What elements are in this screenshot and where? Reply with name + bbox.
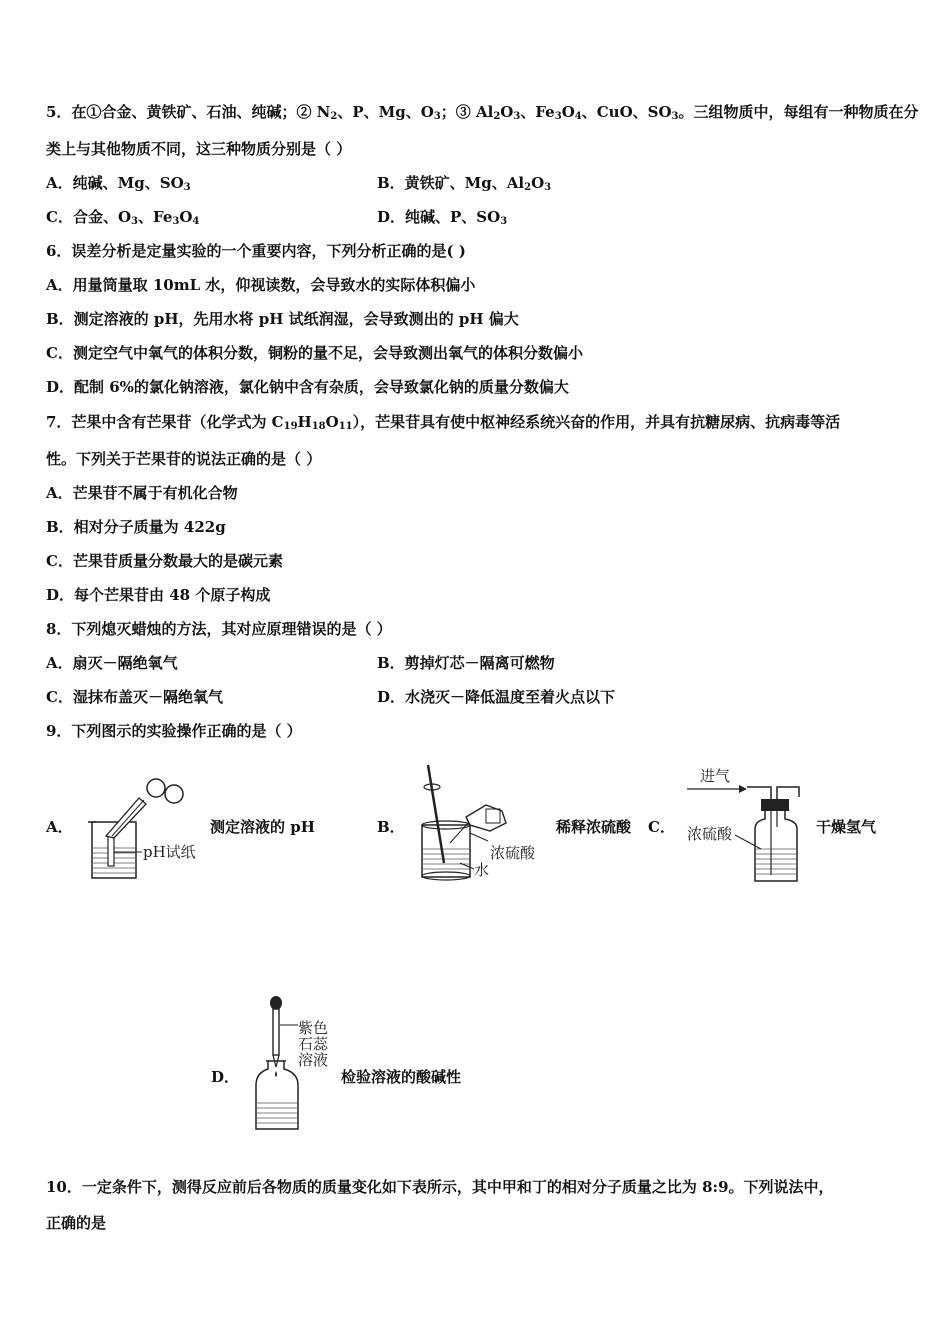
q5-stem-line2: 类上与其他物质不同，这三种物质分别是（ ） xyxy=(46,140,352,158)
dropper-bulb xyxy=(270,996,282,1010)
q8-option-c: C．湿抹布盖灭－隔绝氧气 xyxy=(46,688,223,706)
q6-option-d: D．配制 6%的氯化钠溶液，氯化钠中含有杂质，会导致氯化钠的质量分数偏大 xyxy=(46,378,569,396)
q9-option-d-caption: 检验溶液的酸碱性 xyxy=(341,1068,462,1086)
q8-option-a: A．扇灭－隔绝氧气 xyxy=(46,654,178,672)
stopper xyxy=(761,799,789,811)
q6-stem: 6．误差分析是定量实验的一个重要内容，下列分析正确的是( ) xyxy=(46,242,466,260)
q8-option-b: B．剪掉灯芯－隔离可燃物 xyxy=(377,654,555,672)
q8-stem: 8．下列熄灭蜡烛的方法，其对应原理错误的是（ ） xyxy=(46,620,392,638)
q5-option-d: D．纯碱、P、$SO_3$ xyxy=(377,208,508,227)
q6-option-c: C．测定空气中氧气的体积分数，铜粉的量不足，会导致测出氧气的体积分数偏小 xyxy=(46,344,583,362)
q9-option-a-caption: 测定溶液的 pH xyxy=(210,818,315,836)
q9-stem: 9．下列图示的实验操作正确的是（ ） xyxy=(46,722,302,740)
q8-option-d: D．水浇灭－降低温度至着火点以下 xyxy=(377,688,616,706)
conc-acid-label: 浓硫酸 xyxy=(687,825,733,843)
ph-paper xyxy=(108,836,114,866)
q9-option-c-letter: C． xyxy=(648,818,675,836)
q10-stem-line1: 10．一定条件下，测得反应前后各物质的质量变化如下表所示，其中甲和丁的相对分子质量之比为 8:9。下列说法中， xyxy=(46,1178,834,1196)
acid-label: 浓硫酸 xyxy=(490,844,536,862)
q5-option-a: A．纯碱、Mg、$SO_3$ xyxy=(46,174,191,193)
q9-option-a-letter: A． xyxy=(46,818,73,836)
q5-stem-line1: 5．在①合金、黄铁矿、石油、纯碱；② $N_2$、P、Mg、$O_3$；③ $Al_2O_3$、$Fe_3O_4$、CuO、$SO_3$。三组物质中，每组有一种物质在分 xyxy=(46,103,919,122)
dry-hydrogen-figure xyxy=(685,763,810,887)
q9-option-d-letter: D． xyxy=(211,1068,240,1086)
dropper-tube xyxy=(273,1009,279,1055)
q7-option-b: B．相对分子质量为 422g xyxy=(46,518,226,536)
litmus-label-1: 紫色 xyxy=(298,1019,329,1037)
water-hatch xyxy=(423,849,469,869)
q9-option-b-caption: 稀释浓硫酸 xyxy=(556,818,632,836)
dilute-acid-figure xyxy=(410,763,550,885)
ph-test-figure xyxy=(84,770,209,885)
tongs-handle-1 xyxy=(147,779,165,797)
wash-bottle xyxy=(755,811,797,881)
gas-in-label: 进气 xyxy=(700,767,731,785)
acid-hatch xyxy=(756,849,796,874)
q7-stem-line2: 性。下列关于芒果苷的说法正确的是（ ） xyxy=(46,450,322,468)
q7-option-a: A．芒果苷不属于有机化合物 xyxy=(46,484,238,502)
ph-paper-label: pH试纸 xyxy=(143,843,196,861)
reagent-bottle xyxy=(256,1061,298,1129)
q7-stem-line1: 7．芒果中含有芒果苷（化学式为 $C_{19}H_{18}O_{11}$），芒果苷具有使中枢神经系统兴奋的作用，并具有抗糖尿病、抗病毒等活 xyxy=(46,413,841,432)
water-label: 水 xyxy=(474,861,490,879)
litmus-label-3: 溶液 xyxy=(298,1051,329,1069)
q6-option-a: A．用量筒量取 10mL 水，仰视读数，会导致水的实际体积偏小 xyxy=(46,276,476,294)
solution-hatch xyxy=(257,1103,297,1123)
q5-option-c: C．合金、$O_3$、$Fe_3O_4$ xyxy=(46,208,200,227)
q5-option-b: B．黄铁矿、Mg、$Al_2O_3$ xyxy=(377,174,552,193)
q10-stem-line2: 正确的是 xyxy=(46,1214,107,1232)
litmus-label-2: 石蕊 xyxy=(298,1035,329,1053)
tongs-handle-2 xyxy=(165,785,183,803)
litmus-test-figure xyxy=(250,995,340,1135)
q9-option-b-letter: B． xyxy=(377,818,405,836)
q7-option-c: C．芒果苷质量分数最大的是碳元素 xyxy=(46,552,283,570)
q6-option-b: B．测定溶液的 pH，先用水将 pH 试纸润湿，会导致测出的 pH 偏大 xyxy=(46,310,519,328)
q7-option-d: D．每个芒果苷由 48 个原子构成 xyxy=(46,586,271,604)
q9-option-c-caption: 干燥氢气 xyxy=(816,818,877,836)
glass-rod xyxy=(428,765,444,863)
